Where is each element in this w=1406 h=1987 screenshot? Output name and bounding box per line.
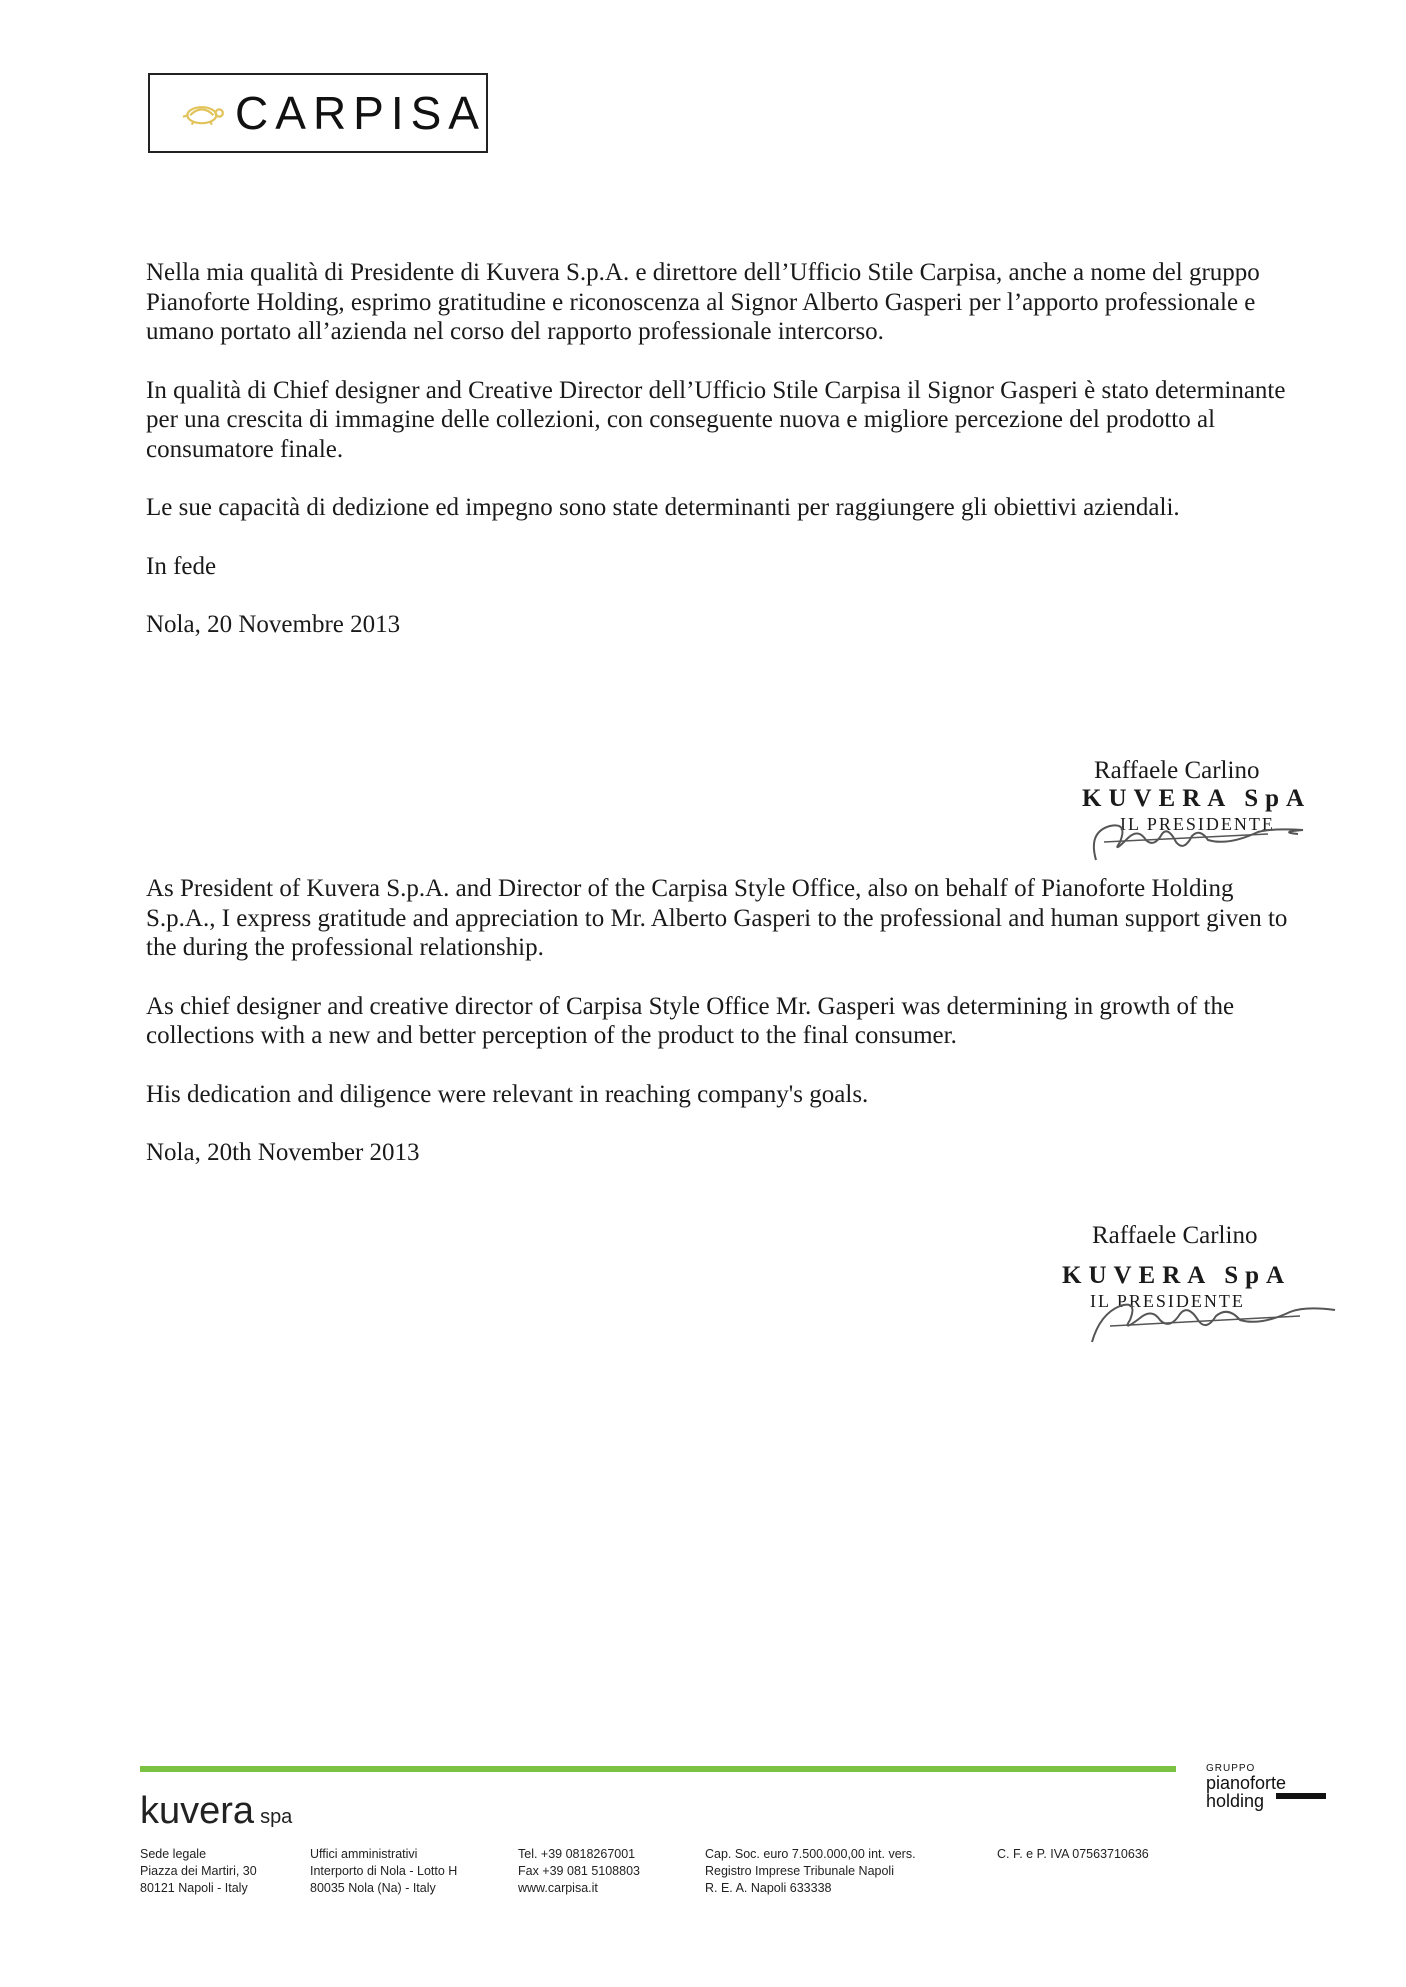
footer-website-link[interactable]: www.carpisa.it <box>518 1881 598 1895</box>
english-paragraph-3: His dedication and diligence were relevant in reaching company's goals. <box>146 1080 869 1108</box>
english-date: Nola, 20th November 2013 <box>146 1139 420 1166</box>
handwritten-signature-icon <box>1068 812 1328 867</box>
footer-text: Piazza dei Martiri, 30 <box>140 1864 257 1878</box>
italian-paragraph-1: Nella mia qualità di Presidente di Kuvera S.p.A. e direttore dell’Ufficio Stile Carpisa, anche a nome del gruppo Pianoforte Holding, esprimo gratitudine e riconoscenza al Signor Alberto Gasperi per l’apporto professionale e umano portato all’azienda nel corso del rapporto professionale intercorso. <box>146 259 1260 345</box>
footer-text: 80121 Napoli - Italy <box>140 1881 248 1895</box>
kuvera-logo-suffix: spa <box>260 1806 293 1828</box>
pianoforte-holding-logo <box>1206 1763 1286 1810</box>
signer-name: Raffaele Carlino <box>1094 757 1260 784</box>
kuvera-logo-name: kuvera <box>140 1790 255 1832</box>
group-name-line2: holding <box>1206 1791 1265 1811</box>
role-stamp: IL PRESIDENTE <box>1120 814 1275 834</box>
carpisa-logo <box>148 73 488 153</box>
italian-letter-body <box>146 258 1306 640</box>
company-stamp: KUVERA SpA <box>1082 785 1312 812</box>
footer-text: R. E. A. Napoli 633338 <box>705 1881 832 1895</box>
italian-paragraph-3: Le sue capacità di dedizione ed impegno sono state determinanti per raggiungere gli obiettivi aziendali. <box>146 494 1180 521</box>
italian-closing: In fede <box>146 552 217 580</box>
footer-phone: Tel. +39 0818267001 <box>518 1847 636 1861</box>
logo-bar <box>1276 1793 1326 1799</box>
english-paragraph-1: As President of Kuvera S.p.A. and Director of the Carpisa Style Office, also on behalf of Pianoforte Holding S.p.A., I express gratitude and appreciation to Mr. Alberto Gasperi to the professional and human support given to the during the professional relationship. <box>146 875 1288 961</box>
footer-text: 80035 Nola (Na) - Italy <box>310 1881 436 1895</box>
footer-text: Interporto di Nola - Lotto H <box>310 1864 458 1878</box>
footer-text: Uffici amministrativi <box>310 1847 418 1861</box>
kuvera-logo <box>140 1790 292 1833</box>
group-label: GRUPPO <box>1206 1763 1256 1774</box>
footer-registered-office <box>140 1846 257 1897</box>
turtle-icon <box>180 96 225 130</box>
signer-name: Raffaele Carlino <box>1092 1222 1258 1249</box>
footer-fax: Fax +39 081 5108803 <box>518 1864 640 1878</box>
english-paragraph-2: As chief designer and creative director of Carpisa Style Office Mr. Gasperi was determining in growth of the collections with a new and better perception of the product to the final consumer. <box>146 992 1235 1049</box>
group-name-line1: pianoforte <box>1206 1773 1287 1793</box>
footer-text: Cap. Soc. euro 7.500.000,00 int. vers. <box>705 1847 916 1861</box>
footer-text: Sede legale <box>140 1847 207 1861</box>
role-stamp: IL PRESIDENTE <box>1090 1291 1245 1311</box>
handwritten-signature-icon <box>1080 1290 1340 1350</box>
italian-date: Nola, 20 Novembre 2013 <box>146 611 401 638</box>
logo-text: CARPISA <box>235 87 486 139</box>
footer-accent-line <box>140 1766 1176 1772</box>
footer-admin-office <box>310 1846 457 1897</box>
footer-text: C. F. e P. IVA 07563710636 <box>997 1847 1149 1861</box>
footer-capital-info <box>705 1846 916 1897</box>
footer-contacts <box>518 1846 640 1897</box>
company-stamp: KUVERA SpA <box>1062 1262 1292 1289</box>
english-letter-body <box>146 874 1306 1168</box>
footer-tax-id <box>997 1846 1149 1863</box>
italian-paragraph-2: In qualità di Chief designer and Creative Director dell’Ufficio Stile Carpisa il Signor Gasperi è stato determinante per una crescita di immagine delle collezioni, con conseguente nuova e migliore percezione del prodotto al consumatore finale. <box>146 376 1286 463</box>
footer-text: Registro Imprese Tribunale Napoli <box>705 1864 894 1878</box>
